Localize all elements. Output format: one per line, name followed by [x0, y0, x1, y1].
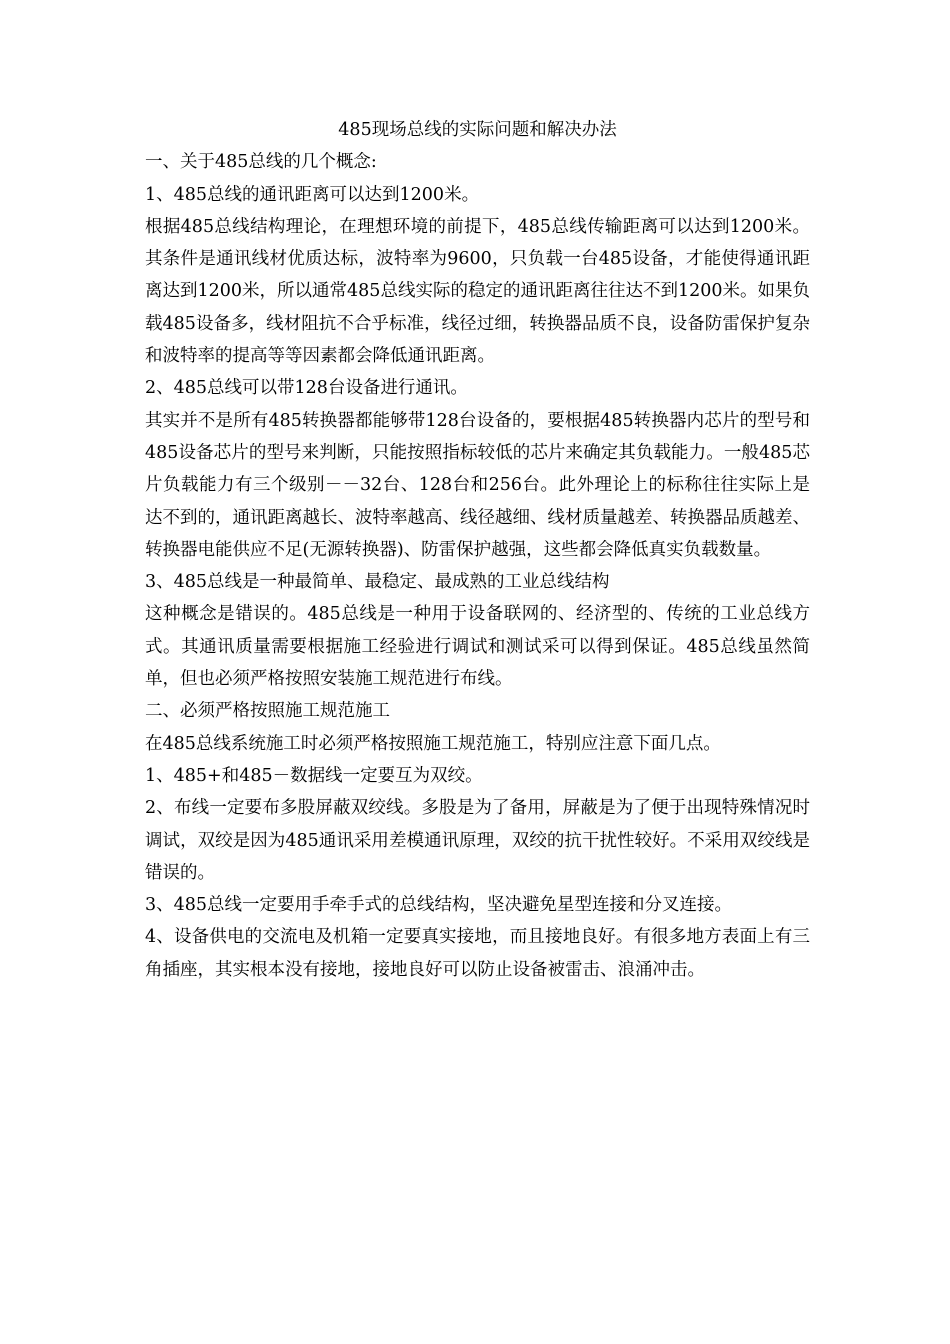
paragraph-structure: 这种概念是错误的。485总线是一种用于设备联网的、经济型的、传统的工业总线方式。其通讯质量需要根据施工经验进行调试和测试采可以得到保证。485总线虽然简单，但也必须严格按照安装施工规范进行布线。	[145, 604, 810, 690]
list-item-twisted-pair: 1、485+和485－数据线一定要互为双绞。	[145, 765, 483, 786]
item-heading-device-count: 2、485总线可以带128台设备进行通讯。	[145, 378, 468, 399]
list-item-grounding: 4、设备供电的交流电及机箱一定要真实接地，而且接地良好。有很多地方表面上有三角插座，其实根本没有接地，接地良好可以防止设备被雷击、浪涌冲击。	[145, 927, 810, 980]
list-item-bus-topology: 3、485总线一定要用手牵手式的总线结构，坚决避免星型连接和分叉连接。	[145, 895, 733, 916]
list-item-shielded-cable: 2、布线一定要布多股屏蔽双绞线。多股是为了备用，屏蔽是为了便于出现特殊情况时调试，双绞是因为485通讯采用差模通讯原理，双绞的抗干扰性较好。不采用双绞线是错误的。	[145, 798, 810, 883]
item-heading-structure: 3、485总线是一种最简单、最稳定、最成熟的工业总线结构	[145, 572, 610, 593]
paragraph-construction-intro: 在485总线系统施工时必须严格按照施工规范施工，特别应注意下面几点。	[145, 733, 721, 754]
paragraph-distance: 根据485总线结构理论，在理想环境的前提下，485总线传输距离可以达到1200米。其条件是通讯线材优质达标，波特率为9600，只负载一台485设备，才能使得通讯距离达到1200米，所以通常485总线实际的稳定的通讯距离往往达不到1200米。如果负载485设备多，线材阻抗不合乎标准，线径过细，转换器品质不良，设备防雷保护复杂和波特率的提高等等因素都会降低通讯距离。	[145, 216, 810, 367]
section-heading-construction: 二、必须严格按照施工规范施工	[145, 701, 390, 722]
paragraph-device-count: 其实并不是所有485转换器都能够带128台设备的，要根据485转换器内芯片的型号和485设备芯片的型号来判断，只能按照指标较低的芯片来确定其负载能力。一般485芯片负载能力有三个级别－－32台、128台和256台。此外理论上的标称往往实际上是达不到的，通讯距离越长、波特率越高、线径越细、线材质量越差、转换器品质越差、转换器电能供应不足(无源转换器)、防雷保护越强，这些都会降低真实负载数量。	[145, 410, 810, 560]
section-heading-concepts: 一、关于485总线的几个概念:	[145, 152, 377, 173]
document-title: 485现场总线的实际问题和解决办法	[338, 120, 617, 140]
item-heading-distance: 1、485总线的通讯距离可以达到1200米。	[145, 184, 480, 205]
document-body	[145, 114, 810, 986]
